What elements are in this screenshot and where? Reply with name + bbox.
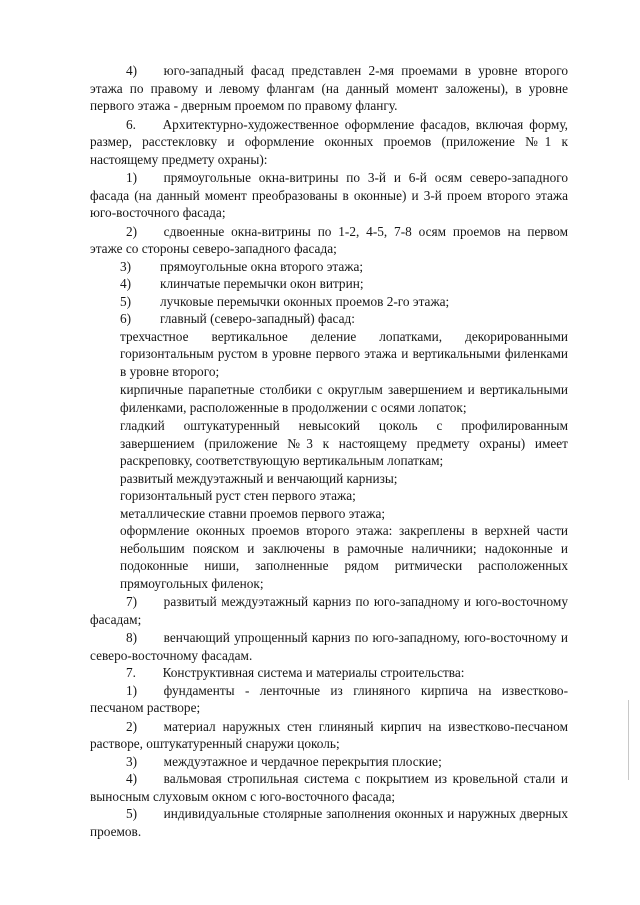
list-number: 5) bbox=[120, 293, 132, 309]
facade-item: кирпичные парапетные столбики с округлым завершением и вертикальными филенками, расположенные в продолжении с осями лопаток; bbox=[120, 382, 568, 415]
facade-item: развитый междуэтажный и венчающий карнизы; bbox=[120, 470, 398, 486]
list-item: 2) сдвоенные окна-витрины по 1-2, 4-5, 7-8 осям проемов на первом этаже со стороны северо-западного фасада; bbox=[90, 223, 568, 256]
list-item: 8) венчающий упрощенный карниз по юго-западному, юго-восточному и северо-восточному фасадам. bbox=[90, 630, 568, 663]
list-item: 7) развитый междуэтажный карниз по юго-западному и юго-восточному фасадам; bbox=[90, 594, 568, 627]
list-item: 1) прямоугольные окна-витрины по 3-й и 6-й осям северо-западного фасада (на данный момент преобразованы в оконные) и 3-й проем второго этажа юго-восточного фасада; bbox=[90, 170, 568, 220]
list-text: главный (северо-западный) фасад: bbox=[160, 311, 355, 326]
facade-item: гладкий оштукатуренный невысокий цоколь с профилированным завершением (приложение №3 к настоящему предмету охраны) имеет раскреповку, соответствующую вертикальным лопаткам; bbox=[120, 418, 568, 468]
list-item: 3) междуэтажное и чердачное перекрытия плоские; bbox=[126, 753, 442, 769]
list-number: 4) bbox=[120, 276, 132, 291]
section-7-heading: 7. Конструктивная система и материалы строительства: bbox=[126, 665, 465, 680]
list-item bbox=[90, 310, 568, 328]
facade-item: металлические ставни проемов первого этажа; bbox=[120, 505, 386, 521]
list-item bbox=[90, 275, 568, 293]
list-item: 2) материал наружных стен глиняный кирпич на известково-песчаном растворе, оштукатуренный снаружи цоколь; bbox=[90, 718, 568, 751]
list-item: 4) вальмовая стропильная система с покрытием из кровельной стали и выносным слуховым окном с юго-восточного фасада; bbox=[90, 771, 568, 804]
list-text: клинчатые перемычки окон витрин; bbox=[160, 276, 364, 291]
facade-item: трехчастное вертикальное деление лопатками, декорированными горизонтальным рустом в уровне первого этажа и вертикальными филенками в уровне второго; bbox=[120, 328, 568, 379]
facade-item: горизонтальный руст стен первого этажа; bbox=[120, 488, 356, 503]
list-item: 1) фундаменты - ленточные из глиняного кирпича на известково-песчаном растворе; bbox=[90, 682, 568, 715]
list-item bbox=[90, 293, 568, 311]
facade-item: оформление оконных проемов второго этажа: закреплены в верхней части небольшим пояском и заключены в рамочные наличники; надоконные и подоконные ниши, заполненные рядом ритмически расположенных прямоугольных филенок; bbox=[120, 523, 568, 591]
document-page bbox=[90, 62, 568, 840]
list-number: 3) bbox=[120, 258, 132, 274]
list-item: 5) индивидуальные столярные заполнения оконных и наружных дверных проемов. bbox=[90, 806, 568, 839]
paragraph-sw-facade: 4) юго-западный фасад представлен 2-мя проемами в уровне второго этажа по правому и левому флангам (на данный момент заложены), в уровне первого этажа - дверным проемом по правому флангу. bbox=[90, 63, 568, 113]
list-text: лучковые перемычки оконных проемов 2-го этажа; bbox=[160, 293, 450, 309]
list-text: прямоугольные окна второго этажа; bbox=[160, 258, 364, 274]
scan-artifact-line bbox=[628, 700, 629, 780]
list-item bbox=[90, 258, 568, 276]
list-number: 6) bbox=[120, 311, 132, 326]
section-6-heading: 6. Архитектурно-художественное оформление фасадов, включая форму, размер, расстекловку и оформление оконных проемов (приложение №1 к настоящему предмету охраны): bbox=[90, 116, 568, 167]
